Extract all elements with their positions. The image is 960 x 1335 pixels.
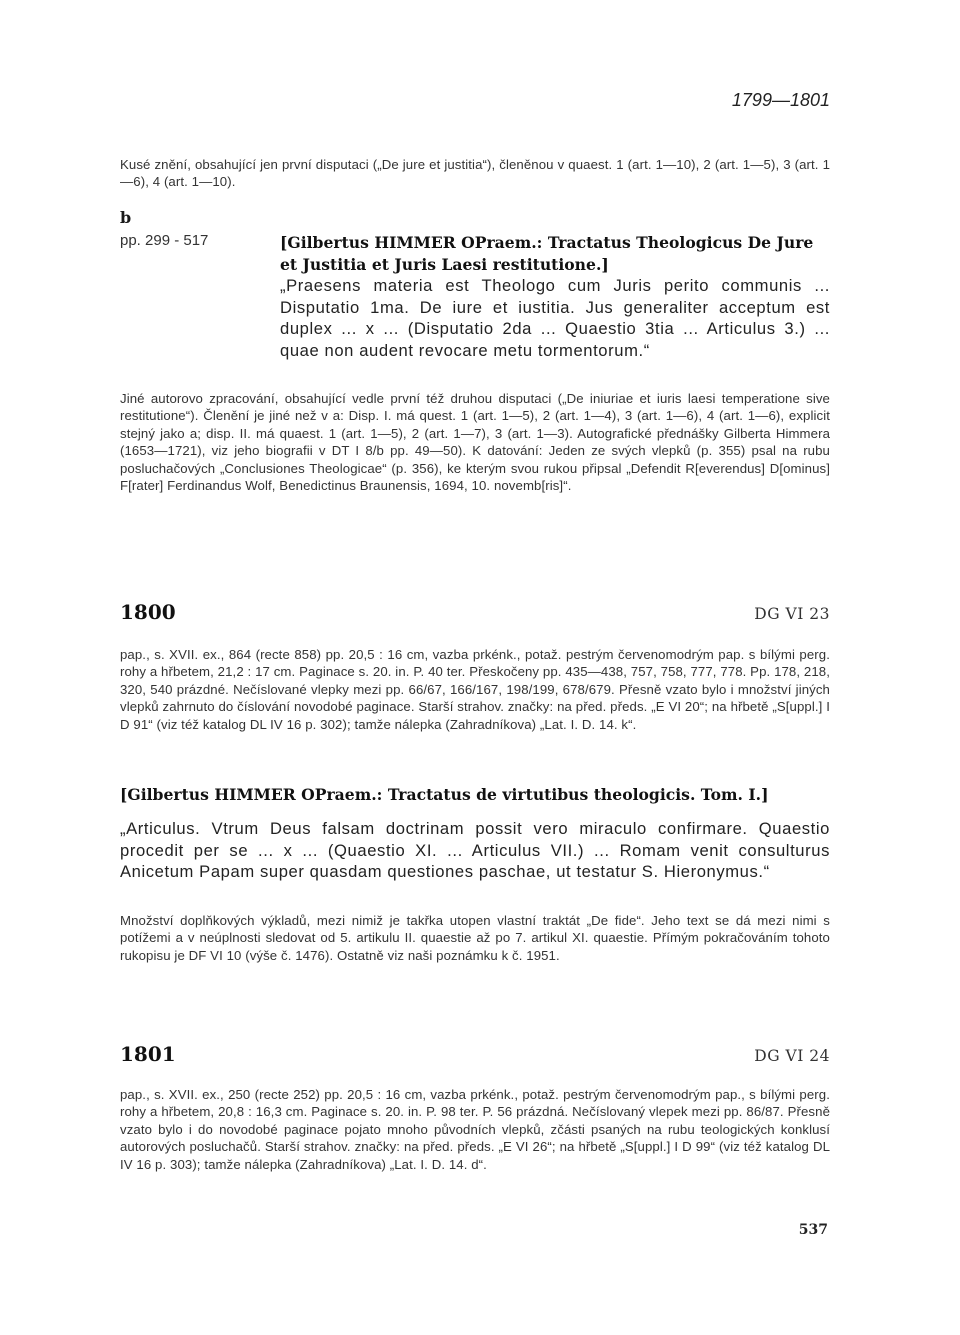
- part-b-label: b: [120, 208, 132, 227]
- incipit: „Praesens materia est Theologo cum Juris perito communis ... Disputatio 1ma. De iure et iustitia. Jus generaliter acceptum est duplex ... x ... (Disputatio 2da ... Quaestio 3tia ... Articulus 3.) ... quae non audent revocare metu tormentorum.“: [280, 276, 830, 360]
- part-b-row: [120, 232, 830, 361]
- page-number: 537: [798, 1222, 828, 1238]
- entry-1801-physical: pap., s. XVII. ex., 250 (recte 252) pp. 20,5 : 16 cm, vazba prkénk., potaž. pestrým červenomodrým pap., s bílými perg. rohy a hřbetem, 20,8 : 16,3 cm. Paginace s. 20. in. P. 98 ter. P. 56 prázdná. Nečíslovaný vlepek mezi pp. 86/87. Přesně vzato bylo i do novodobé paginace pojato mnoho původních vlepků, zčásti psaných na rubu teologických konklusí autorových posluchačů. Starší strahov. značky: na před. předs. „E VI 26“; na hřbetě „S[uppl.] I D 99“ (viz též katalog DL IV 16 p. 303); tamže nálepka (Zahradníkova) „Lat. I. D. 14. d“.: [120, 1087, 830, 1172]
- running-header: 1799—1801: [731, 90, 830, 110]
- entry-1800-incipit: „Articulus. Vtrum Deus falsam doctrinam possit vero miraculo confirmare. Quaestio procedit per se ... x ... (Quaestio XI. ... Articulus VII.) ... Romam venit consulturus Anicetum Papam super quasdam questiones paschae, ut testatur S. Hieronymus.“: [120, 819, 830, 881]
- entry-number: 1800: [120, 600, 176, 624]
- prev-entry-notes: Jiné autorovo zpracování, obsahující vedle první též druhou disputaci („De iniuriae et iuris laesi temperatione sive restitutione“). Členění je jiné než v a: Disp. I. má quest. 1 (art. 1—5), 2 (art. 1—4), 3 (art. 1—6), 4 (art. 1—6), explicit stejný jako a; disp. II. má quaest. 1 (art. 1—5), 2 (art. 1—7), 3 (art. 1—3). Autografické přednášky Gilberta Himmera (1653—1721), viz jeho biografii v DT I 8/b pp. 49—50). K datování: Jeden ze svých vlepků (p. 355) psal na rubu posluchačových „Conclusiones Theologicae“ (p. 356), ke kterým svou rukou připsal „Defendit R[everendus] D[ominus] F[rater] Ferdinandus Wolf, Benedictinus Braunensis, 1694, 10. novemb[ris]“.: [120, 391, 830, 494]
- work-title: [Gilbertus HIMMER OPraem.: Tractatus Theologicus De Jure et Justitia et Juris Laesi restitutione.]: [280, 233, 814, 274]
- entry-1800-title: [Gilbertus HIMMER OPraem.: Tractatus de virtutibus theologicis. Tom. I.]: [120, 785, 769, 804]
- prev-entry-intro: Kusé znění, obsahující jen první disputaci („De jure et justitia“), členěnou v quaest. 1 (art. 1—10), 2 (art. 1—5), 3 (art. 1—6), 4 (art. 1—10).: [120, 157, 830, 190]
- entry-1800-header: [120, 600, 830, 624]
- page-range: pp. 299 - 517: [120, 232, 209, 249]
- entry-1801-header: [120, 1042, 830, 1066]
- entry-1800-physical: pap., s. XVII. ex., 864 (recte 858) pp. 20,5 : 16 cm, vazba prkénk., potaž. pestrým červenomodrým pap. s bílými perg. rohy a hřbetem, 21,2 : 17 cm. Paginace s. 20. in. P. 40 ter. Přeskočeny pp. 435—438, 757, 758, 777, 778. Pp. 178, 218, 320, 540 prázdné. Nečíslované vlepky mezi pp. 66/67, 166/167, 198/199, 678/679. Přesně vzato bylo i množství jiných vlepků zahrnuto do číslování novodobé paginace. Starší strahov. značky: na před. předs. „E VI 20“; na hřbetě „S[uppl.] I D 91“ (viz též katalog DL IV 16 p. 302); tamže nálepka (Zahradníkova) „Lat. I. D. 14. k“.: [120, 647, 830, 732]
- shelf-signature: DG VI 24: [754, 1047, 830, 1065]
- entry-number: 1801: [120, 1042, 176, 1066]
- part-b-body: [280, 232, 830, 361]
- entry-1800-notes: Množství doplňkových výkladů, mezi nimiž je takřka utopen vlastní traktát „De fide“. Jeho text se dá mezi nimi s potížemi a v neúplnosti sledovat od 5. artikulu II. quaestie až po 7. artikul XI. quaestie. Přímým pokračováním tohoto rukopisu je DF VI 10 (výše č. 1476). Ostatně viz naši poznámku k č. 1951.: [120, 913, 830, 963]
- shelf-signature: DG VI 23: [754, 605, 830, 623]
